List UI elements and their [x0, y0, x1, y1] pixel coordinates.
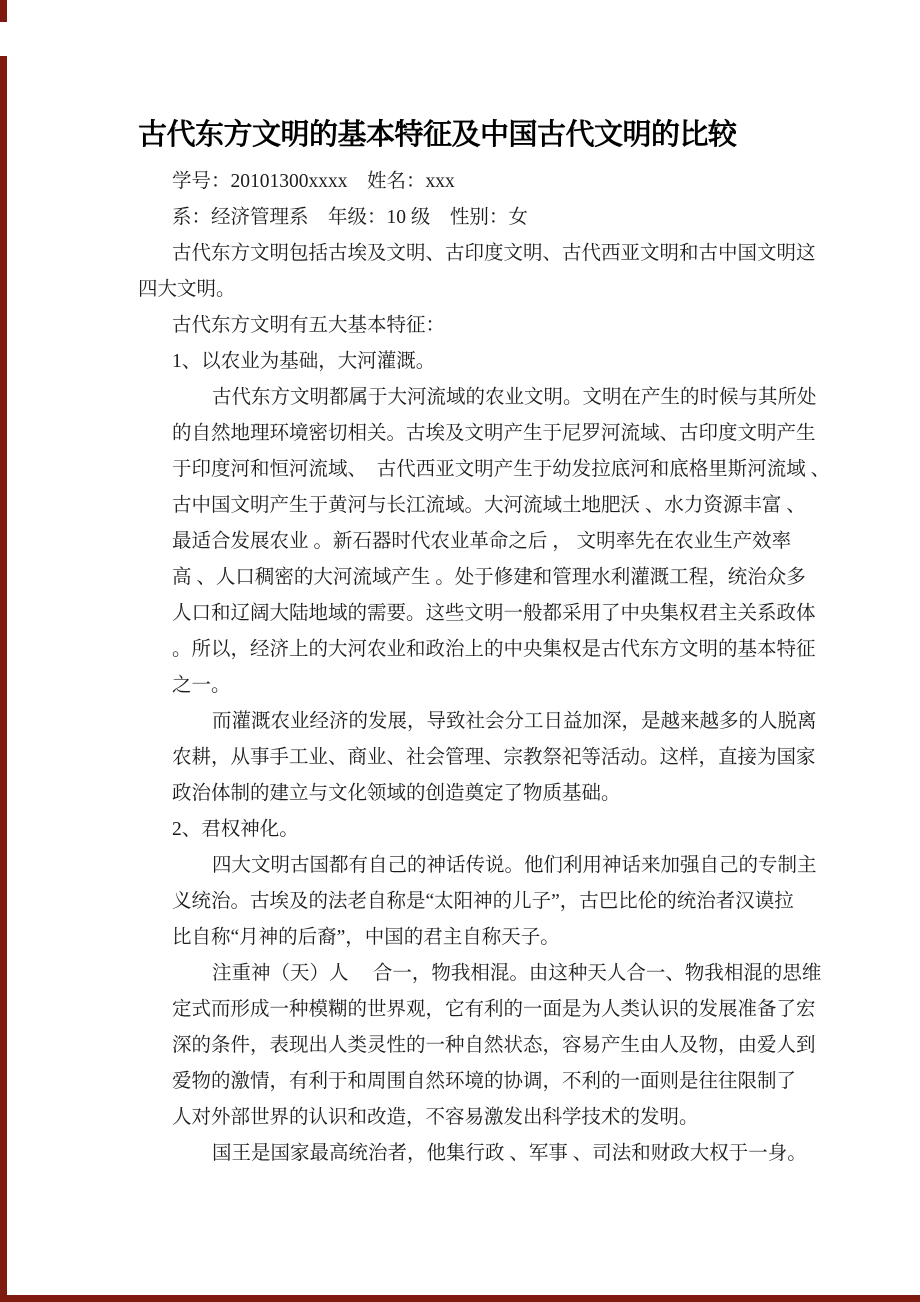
text-line: 而灌溉农业经济的发展，导致社会分工日益加深，是越来越多的人脱离: [212, 711, 817, 732]
text-line: 于印度河和恒河流域、 古代西亚文明产生于幼发拉底河和底格里斯河流域 、: [172, 459, 831, 480]
text-line: 。所以，经济上的大河农业和政治上的中央集权是古代东方文明的基本特征: [172, 639, 816, 660]
text-line: 系：经济管理系 年级：10 级 性别：女: [172, 207, 528, 228]
text-line: 比自称“月神的后裔”，中国的君主自称天子。: [172, 927, 560, 948]
text-line: 古代东方文明都属于大河流域的农业文明。文明在产生的时候与其所处: [212, 387, 817, 408]
text-line: 之一。: [172, 675, 231, 696]
text-line: 高 、人口稠密的大河流域产生 。处于修建和管理水利灌溉工程，统治众多: [172, 567, 806, 588]
text-line: 注重神（天）人 合一，物我相混。由这种天人合一、物我相混的思维: [212, 963, 822, 984]
scan-edge-left-notch: [0, 0, 7, 22]
page-title: 古代东方文明的基本特征及中国古代文明的比较: [138, 119, 737, 151]
text-line: 人口和辽阔大陆地域的需要。这些文明一般都采用了中央集权君主关系政体: [172, 603, 816, 624]
text-line: 人对外部世界的认识和改造，不容易激发出科学技术的发明。: [172, 1107, 699, 1128]
text-line: 爱物的激情，有利于和周围自然环境的协调，不利的一面则是往往限制了: [172, 1071, 797, 1092]
text-line: 古代东方文明有五大基本特征：: [172, 315, 446, 336]
text-line: 的自然地理环境密切相关。古埃及文明产生于尼罗河流域、古印度文明产生: [172, 423, 816, 444]
text-line: 学号：20101300xxxx 姓名：xxx: [172, 171, 455, 192]
text-line: 2、君权神化。: [172, 819, 299, 840]
text-line: 农耕，从事手工业、商业、社会管理、宗教祭祀等活动。这样，直接为国家: [172, 747, 816, 768]
text-line: 国王是国家最高统治者，他集行政 、军事 、司法和财政大权于一身。: [212, 1143, 807, 1164]
text-line: 政治体制的建立与文化领域的创造奠定了物质基础。: [172, 783, 621, 804]
text-line: 义统治。古埃及的法老自称是“太阳神的儿子”，古巴比伦的统治者汉谟拉: [172, 891, 794, 912]
document-body: [0, 164, 920, 1172]
text-line: 最适合发展农业 。新石器时代农业革命之后 ， 文明率先在农业生产效率: [172, 531, 792, 552]
text-line: 四大文明古国都有自己的神话传说。他们利用神话来加强自己的专制主: [212, 855, 817, 876]
scan-edge-bottom-bar: [0, 1295, 920, 1302]
text-line: 古代东方文明包括古埃及文明、古印度文明、古代西亚文明和古中国文明这: [172, 243, 816, 264]
text-line: 四大文明。: [138, 279, 236, 300]
text-line: 1、以农业为基础，大河灌溉。: [172, 351, 436, 372]
text-line: 深的条件，表现出人类灵性的一种自然状态，容易产生由人及物，由爱人到: [172, 1035, 816, 1056]
text-line: 古中国文明产生于黄河与长江流域。大河流域土地肥沃 、水力资源丰富 、: [172, 495, 806, 516]
text-line: 定式而形成一种模糊的世界观，它有利的一面是为人类认识的发展准备了宏: [172, 999, 816, 1020]
